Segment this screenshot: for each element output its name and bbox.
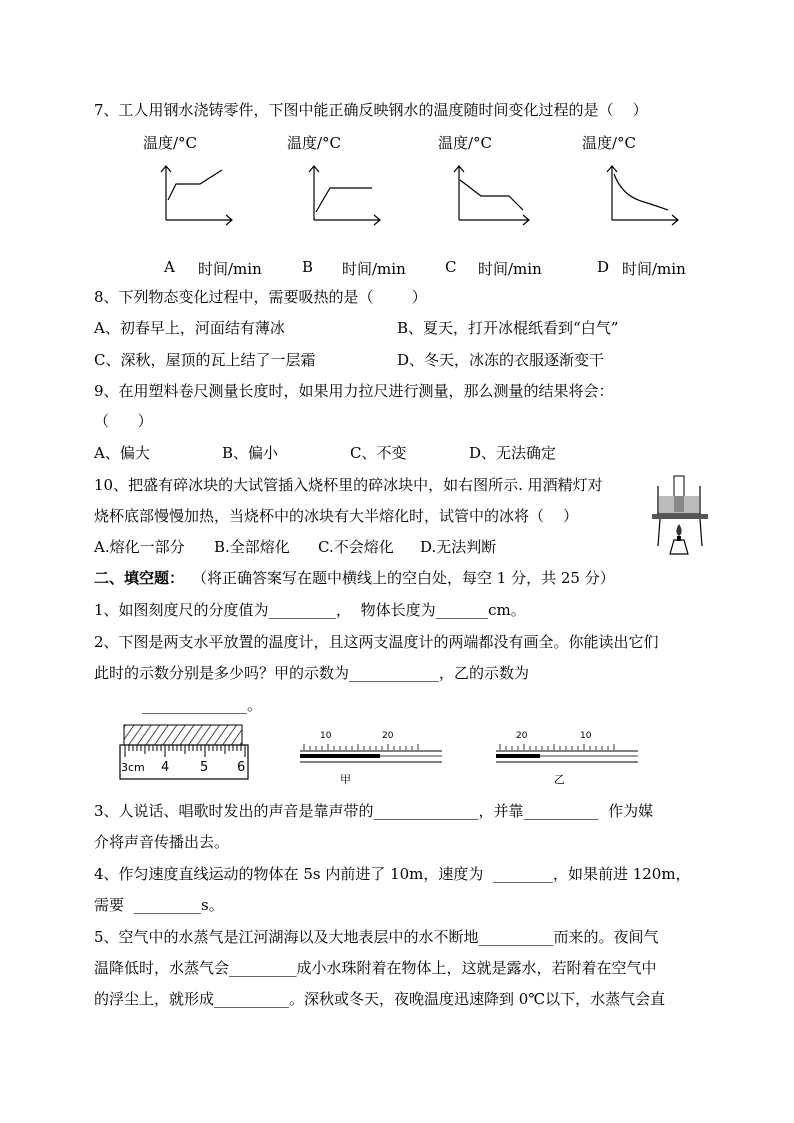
graph-b-option: B	[302, 258, 314, 276]
q8-option-b: B、夏天，打开冰棍纸看到“白气”	[397, 319, 619, 337]
graph-a	[158, 160, 238, 226]
graph-c	[451, 160, 535, 226]
graph-a-option: A	[164, 258, 175, 276]
graph-d	[604, 160, 684, 226]
q8-stem: 8、下列物态变化过程中，需要吸热的是（ ）	[94, 288, 427, 306]
thermometer-jia-caption: 甲	[340, 773, 351, 786]
graph-c-curve	[460, 180, 523, 210]
q9-paren: （ ）	[94, 412, 153, 430]
fill5-line2: 温降低时，水蒸气会_________成小水珠附着在物体上，这就是露水，若附着在空气中	[94, 959, 657, 977]
section2-note: （将正确答案写在题中横线上的空白处，每空 1 分，共 25 分）	[192, 569, 615, 587]
thermometer-jia	[298, 732, 444, 788]
q10-line1: 10、把盛有碎冰块的大试管插入烧杯里的碎冰块中，如右图所示. 用酒精灯对	[94, 476, 603, 494]
thermometer-yi-tick-20: 20	[516, 731, 528, 741]
fill3-line1: 3、人说话、唱歌时发出的声音是靠声带的______________，并靠__________ 作为媒	[94, 802, 654, 820]
ruler-label-3cm: 3cm	[121, 761, 145, 774]
fill1-text: 1、如图刻度尺的分度值为_________， 物体长度为_______cm。	[94, 601, 526, 619]
thermometer-jia-tick-20: 20	[382, 731, 394, 741]
q9-option-b: B、偏小	[222, 444, 279, 462]
thermometer-jia-tick-10: 10	[320, 731, 332, 741]
fill5-line1: 5、空气中的水蒸气是江河湖海以及大地表层中的水不断地__________而来的。夜间气	[94, 928, 659, 946]
q8-option-d: D、冬天，冰冻的衣服逐渐变干	[397, 351, 605, 369]
graph-b	[306, 160, 386, 226]
graph-b-xlabel: 时间/min	[342, 260, 406, 278]
q10-option-d: D.无法判断	[420, 538, 497, 556]
q8-option-c: C、深秋，屋顶的瓦上结了一层霜	[94, 351, 316, 369]
ruler-label-5: 5	[200, 760, 209, 775]
graph-d-xlabel: 时间/min	[622, 260, 686, 278]
fill2-line2: 此时的示数分别是多少吗？甲的示数为____________，乙的示数为	[94, 664, 530, 682]
graph-b-curve	[316, 188, 372, 212]
beaker-apparatus-figure	[648, 474, 712, 558]
graph-b-ylabel: 温度/°C	[287, 134, 342, 152]
fill5-line3: 的浮尘上，就形成__________。深秋或冬天，夜晚温度迅速降到 0℃以下，水蒸气会直	[94, 990, 666, 1008]
q9-option-c: C、不变	[350, 444, 407, 462]
fill2-line3: ______________。	[142, 696, 263, 714]
ruler-label-6: 6	[237, 760, 246, 775]
fill3-line2: 介将声音传播出去。	[94, 833, 230, 851]
ruler-label-4: 4	[161, 760, 170, 775]
q9-option-a: A、偏大	[94, 444, 150, 462]
q10-option-a: A.熔化一部分	[94, 538, 185, 556]
thermometer-yi-caption: 乙	[554, 773, 565, 786]
graph-c-option: C	[445, 258, 457, 276]
fill4-line1: 4、作匀速度直线运动的物体在 5s 内前进了 10m，速度为 ________，如果前进 120m，	[94, 865, 691, 883]
ruler-figure	[118, 723, 250, 781]
q10-option-c: C.不会熔化	[318, 538, 394, 556]
fill4-line2: 需要 _________s。	[94, 896, 224, 914]
graph-d-ylabel: 温度/°C	[582, 134, 637, 152]
graph-a-xlabel: 时间/min	[198, 260, 262, 278]
q7-stem: 7、工人用钢水浇铸零件，下图中能正确反映钢水的温度随时间变化过程的是（ ）	[94, 101, 648, 119]
thermometer-yi-tick-10: 10	[580, 731, 592, 741]
thermometer-yi	[494, 732, 640, 788]
graph-c-xlabel: 时间/min	[478, 260, 542, 278]
fill2-line1: 2、下图是两支水平放置的温度计，且这两支温度计的两端都没有画全。你能读出它们	[94, 633, 659, 651]
graph-a-curve	[168, 170, 222, 200]
q8-option-a: A、初春早上，河面结有薄冰	[94, 319, 285, 337]
q10-option-b: B.全部熔化	[214, 538, 290, 556]
graph-d-curve	[614, 174, 668, 210]
graph-a-ylabel: 温度/°C	[143, 134, 198, 152]
q9-option-d: D、无法确定	[469, 444, 557, 462]
graph-c-ylabel: 温度/°C	[438, 134, 493, 152]
section2-heading: 二、填空题：	[94, 569, 185, 587]
q9-stem: 9、在用塑料卷尺测量长度时，如果用力拉尺进行测量，那么测量的结果将会：	[94, 382, 614, 400]
graph-d-option: D	[597, 258, 610, 276]
q10-line2: 烧杯底部慢慢加热，当烧杯中的冰块有大半熔化时，试管中的冰将（ ）	[94, 507, 579, 525]
